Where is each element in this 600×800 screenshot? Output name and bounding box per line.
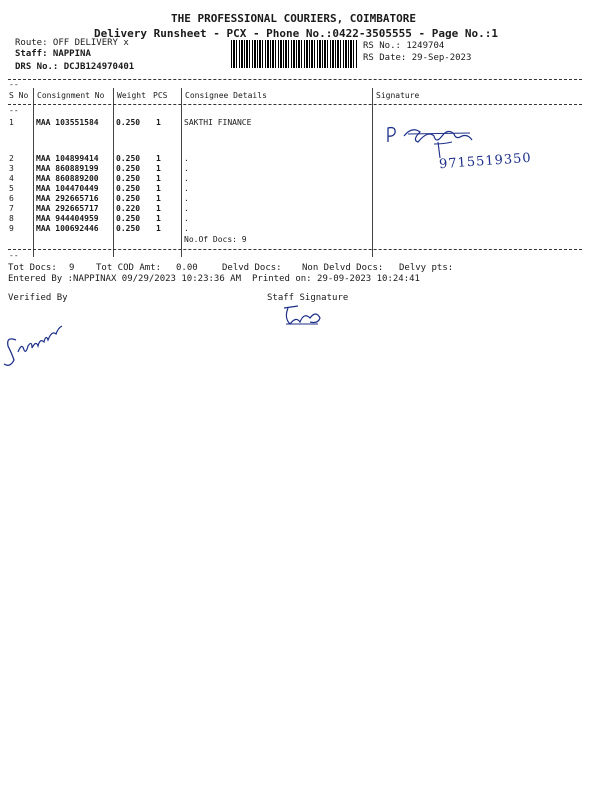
staff-signature-label: Staff Signature — [267, 293, 349, 303]
divider-top — [8, 79, 582, 80]
col-divider-pcs — [181, 88, 182, 257]
row-sno: 3 — [9, 164, 14, 173]
col-header-sno: S No — [9, 91, 29, 100]
row-consignment: MAA 103551584 — [36, 118, 99, 127]
row-weight: 0.250 — [116, 224, 141, 233]
row-weight: 0.250 — [116, 214, 141, 223]
drs-number: DRS No.: DCJB124970401 — [15, 62, 135, 72]
row-details: . — [184, 194, 189, 203]
col-header-weight: Weight — [117, 91, 146, 100]
rs-number: RS No.: 1249704 — [363, 41, 445, 51]
col-header-signature: Signature — [376, 91, 420, 100]
row-sno: 2 — [9, 154, 14, 163]
table-marker-mid: -- — [9, 106, 19, 115]
tot-docs-value: 9 — [69, 263, 75, 273]
handwritten-phone: 9715519350 — [438, 150, 533, 173]
row-sno: 6 — [9, 194, 14, 203]
row-pcs: 1 — [156, 164, 161, 173]
row-consignment: MAA 860889200 — [36, 174, 99, 183]
row-consignment: MAA 104470449 — [36, 184, 99, 193]
printed-on: Printed on: 29-09-2023 10:24:41 — [252, 274, 420, 284]
row-pcs: 1 — [156, 224, 161, 233]
row-pcs: 1 — [156, 184, 161, 193]
row-details: . — [184, 224, 189, 233]
barcode — [231, 40, 357, 68]
row-details: . — [184, 204, 189, 213]
row-pcs: 1 — [156, 204, 161, 213]
delvd-docs: Delvd Docs: — [222, 263, 282, 273]
row-sno: 5 — [9, 184, 14, 193]
col-divider-consignment — [113, 88, 114, 257]
row-details: . — [184, 214, 189, 223]
row-pcs: 1 — [156, 174, 161, 183]
rs-date: RS Date: 29-Sep-2023 — [363, 53, 472, 63]
entered-by: Entered By :NAPPINAX 09/29/2023 10:23:36 AM — [8, 274, 241, 284]
row-consignment: MAA 100692446 — [36, 224, 99, 233]
staff-label: Staff: NAPPINA — [15, 49, 91, 59]
row-details: . — [184, 154, 189, 163]
col-header-consignment: Consignment No — [37, 91, 105, 100]
staff-signature — [280, 304, 326, 328]
row-details: . — [184, 164, 189, 173]
row-details: . — [184, 184, 189, 193]
row-consignment: MAA 292665717 — [36, 204, 99, 213]
verifier-signature — [2, 312, 72, 372]
col-divider-details — [372, 88, 373, 257]
table-marker-bottom: -- — [9, 251, 19, 260]
row-weight: 0.220 — [116, 204, 141, 213]
row-pcs: 1 — [156, 194, 161, 203]
col-divider-sno — [33, 88, 34, 257]
row-pcs: 1 — [156, 214, 161, 223]
table-marker-top: -- — [9, 80, 19, 89]
row-sno: 8 — [9, 214, 14, 223]
non-delvd-docs: Non Delvd Docs: — [302, 263, 384, 273]
divider-header — [8, 104, 582, 105]
row-details: SAKTHI FINANCE — [184, 118, 252, 127]
row-pcs: 1 — [156, 154, 161, 163]
tot-docs-label: Tot Docs: — [8, 263, 57, 273]
row-sno: 9 — [9, 224, 14, 233]
no-of-docs: No.Of Docs: 9 — [184, 235, 247, 244]
col-header-details: Consignee Details — [185, 91, 267, 100]
row-consignment: MAA 292665716 — [36, 194, 99, 203]
row-sno: 4 — [9, 174, 14, 183]
route-label: Route: OFF DELIVERY x — [15, 38, 129, 48]
row-weight: 0.250 — [116, 184, 141, 193]
row-consignment: MAA 104899414 — [36, 154, 99, 163]
row-consignment: MAA 944404959 — [36, 214, 99, 223]
row-weight: 0.250 — [116, 118, 141, 127]
delvy-pts: Delvy pts: — [399, 263, 454, 273]
row-weight: 0.250 — [116, 164, 141, 173]
divider-bottom — [8, 249, 582, 250]
col-header-pcs: PCS — [153, 91, 168, 100]
row-sno: 7 — [9, 204, 14, 213]
row-details: . — [184, 174, 189, 183]
verified-by-label: Verified By — [8, 293, 68, 303]
row-sno: 1 — [9, 118, 14, 127]
runsheet-title: Delivery Runsheet - PCX - Phone No.:0422-3505555 - Page No.:1 — [94, 27, 498, 40]
row-weight: 0.250 — [116, 194, 141, 203]
tot-cod-label: Tot COD Amt: — [96, 263, 162, 273]
row-pcs: 1 — [156, 118, 161, 127]
row-weight: 0.250 — [116, 174, 141, 183]
company-name: THE PROFESSIONAL COURIERS, COIMBATORE — [171, 12, 417, 25]
row-weight: 0.250 — [116, 154, 141, 163]
row-consignment: MAA 860889199 — [36, 164, 99, 173]
tot-cod-value: 0.00 — [176, 263, 198, 273]
